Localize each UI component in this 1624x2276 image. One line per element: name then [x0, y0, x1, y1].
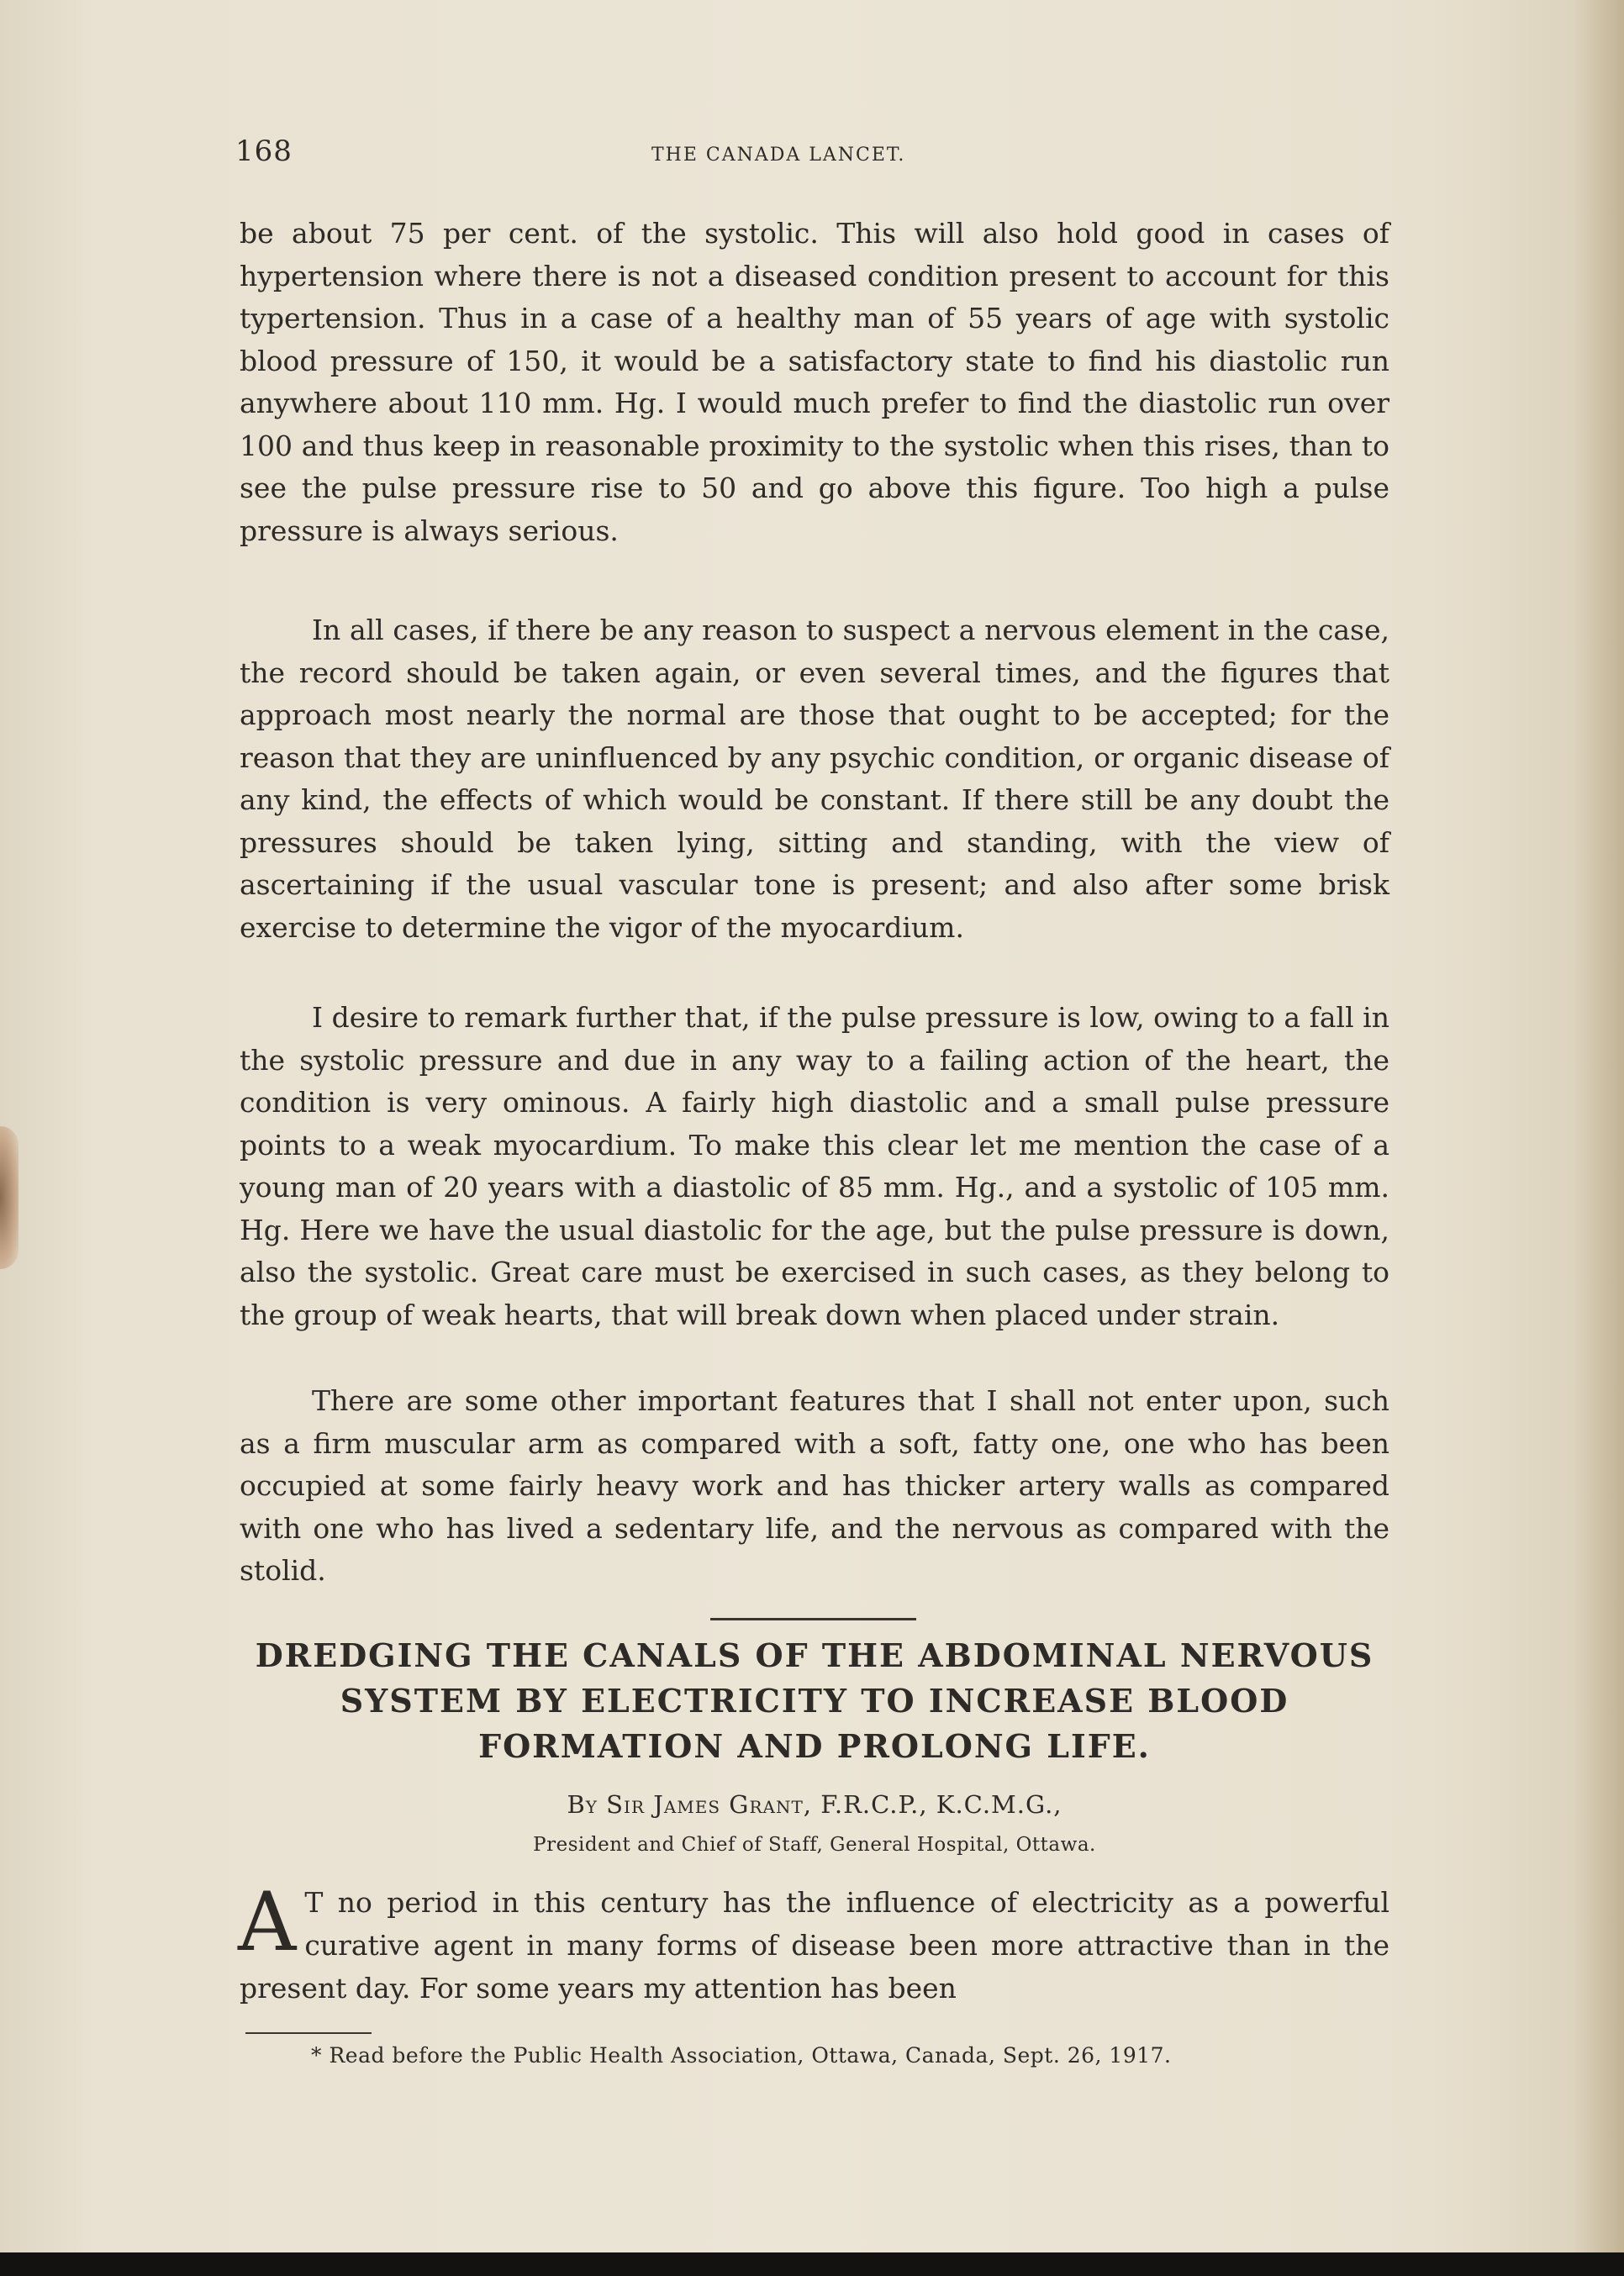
section-divider	[710, 1618, 916, 1620]
page-edge-shadow	[1574, 0, 1624, 2276]
page-number: 168	[235, 134, 293, 168]
footnote-divider	[245, 2032, 372, 2034]
article-title	[240, 1633, 1389, 1769]
article-title-line: SYSTEM BY ELECTRICITY TO INCREASE BLOOD	[340, 1682, 1289, 1720]
running-title: THE CANADA LANCET.	[651, 145, 906, 166]
article-title-line: FORMATION AND PROLONG LIFE.	[478, 1727, 1151, 1765]
footnote: * Read before the Public Health Association, Ottawa, Canada, Sept. 26, 1917.	[311, 2043, 1172, 2068]
scan-border	[0, 2252, 1624, 2276]
author-byline: By Sir James Grant, F.R.C.P., K.C.M.G.,	[567, 1790, 1062, 1819]
article-title-line: DREDGING THE CANALS OF THE ABDOMINAL NERVOUS	[255, 1636, 1374, 1674]
page-header	[235, 134, 1412, 176]
author-affiliation: President and Chief of Staff, General Hospital, Ottawa.	[533, 1834, 1096, 1856]
paragraph-low-pulse-pressure: I desire to remark further that, if the pulse pressure is low, owing to a fall in the systolic pressure and due in any way to a failing action of the heart, the condition is very ominous. A fairly high diastolic and a small pulse pressure points to a weak myocardium. To make this clear let me mention the case of a young man of 20 years with a diastolic of 85 mm. Hg., and a systolic of 105 mm. Hg. Here we have the usual diastolic for the age, but the pulse pressure is down, also the systolic. Great care must be exercised in such cases, as they belong to the group of weak hearts, that will break down when placed under strain.	[240, 1001, 1389, 1331]
article-opening-paragraph	[238, 1875, 1389, 2010]
paragraph-nervous-element: In all cases, if there be any reason to suspect a nervous element in the case, the record should be taken again, or even several times, and the figures that approach most nearly the normal are those that ought to be accepted; for the reason that they are uninfluenced by any psychic condition, or organic disease of any kind, the effects of which would be constant. If there still be any doubt the pressures should be taken lying, sitting and standing, with the view of ascertaining if the usual vascular tone is present; and also after some brisk exercise to determine the vigor of the myocardium.	[240, 614, 1389, 944]
paragraph-other-features: There are some other important features that I shall not enter upon, such as a firm muscular arm as compared with a soft, fatty one, one who has been occupied at some fairly heavy work and has thicker artery walls as compared with one who has lived a sedentary life, and the nervous as compared with the stolid.	[240, 1384, 1389, 1587]
paragraph-continued: be about 75 per cent. of the systolic. This will also hold good in cases of hypertension where there is not a diseased condition present to account for this typertension. Thus in a case of a healthy man of 55 years of age with systolic blood pressure of 150, it would be a satisfactory state to find his diastolic run anywhere about 110 mm. Hg. I would much prefer to find the diastolic run over 100 and thus keep in reasonable proximity to the systolic when this rises, than to see the pulse pressure rise to 50 and go above this figure. Too high a pulse pressure is always serious.	[240, 217, 1389, 547]
thumb-mark	[0, 1126, 18, 1269]
drop-cap: A	[238, 1875, 297, 1969]
opening-text: T no period in this century has the influence of electricity as a powerful curative agent in many forms of disease been more attractive than in the present day. For some years my attention has been	[240, 1886, 1389, 2005]
